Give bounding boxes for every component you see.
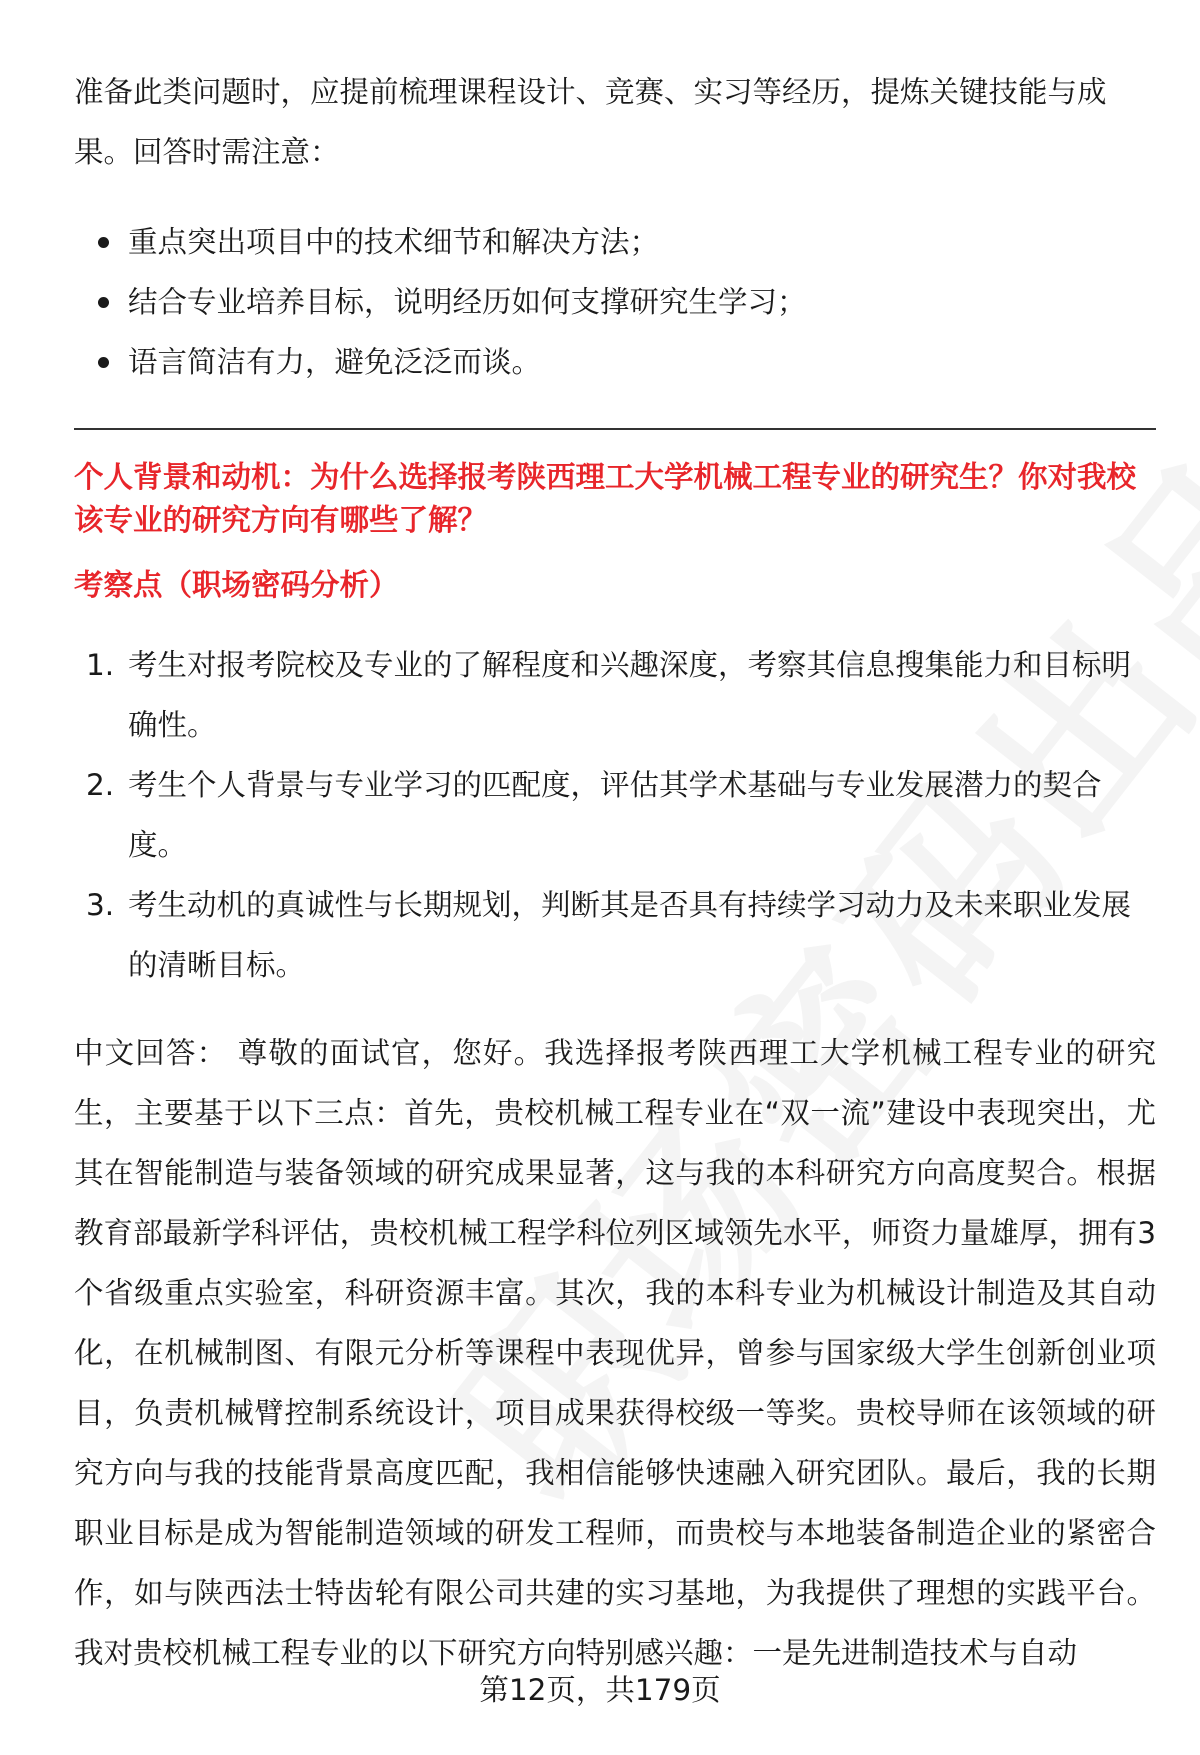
list-item-text: 考生个人背景与专业学习的匹配度，评估其学术基础与专业发展潜力的契合度。 xyxy=(128,768,1102,862)
page-number-footer: 第12页，共179页 xyxy=(479,1673,721,1707)
list-item-number: 1. xyxy=(86,648,115,682)
analysis-section-title: 考察点（职场密码分析） xyxy=(74,568,399,602)
list-item-text: 考生动机的真诚性与长期规划，判断其是否具有持续学习动力及未来职业发展的清晰目标。 xyxy=(128,888,1132,982)
list-item xyxy=(74,755,1156,875)
answer-paragraph: 中文回答： 尊敬的面试官，您好。我选择报考陕西理工大学机械工程专业的研究生，主要基于以下三点：首先，贵校机械工程专业在“双一流”建设中表现突出，尤其在智能制造与装备领域的研究成果显著，这与我的本科研究方向高度契合。根据教育部最新学科评估，贵校机械工程学科位列区域领先水平，师资力量雄厚，拥有3个省级重点实验室，科研资源丰富。其次，我的本科专业为机械设计制造及其自动化，在机械制图、有限元分析等课程中表现优异，曾参与国家级大学生创新创业项目，负责机械臂控制系统设计，项目成果获得校级一等奖。贵校导师在该领域的研究方向与我的技能背景高度匹配，我相信能够快速融入研究团队。最后，我的长期职业目标是成为智能制造领域的研发工程师，而贵校与本地装备制造企业的紧密合作，如与陕西法士特齿轮有限公司共建的实习基地，为我提供了理想的实践平台。我对贵校机械工程专业的以下研究方向特别感兴趣：一是先进制造技术与自动 xyxy=(74,1036,1156,1670)
analysis-points-list xyxy=(74,635,1156,995)
list-item-number: 2. xyxy=(86,768,115,802)
list-item-text: 考生对报考院校及专业的了解程度和兴趣深度，考察其信息搜集能力和目标明确性。 xyxy=(128,648,1132,742)
question-title: 个人背景和动机：为什么选择报考陕西理工大学机械工程专业的研究生？你对我校该专业的研究方向有哪些了解？ xyxy=(74,460,1137,537)
section-divider xyxy=(74,428,1156,430)
list-item: 语言简洁有力，避免泛泛而谈。 xyxy=(74,332,1156,392)
intro-bullet-list xyxy=(74,212,1156,392)
page-content xyxy=(74,62,1156,1683)
list-item-number: 3. xyxy=(86,888,115,922)
list-item xyxy=(74,635,1156,755)
list-item: 结合专业培养目标，说明经历如何支撑研究生学习； xyxy=(74,272,1156,332)
list-item: 重点突出项目中的技术细节和解决方法； xyxy=(74,212,1156,272)
list-item xyxy=(74,875,1156,995)
intro-paragraph: 准备此类问题时，应提前梳理课程设计、竞赛、实习等经历，提炼关键技能与成果。回答时需注意： xyxy=(74,75,1107,169)
